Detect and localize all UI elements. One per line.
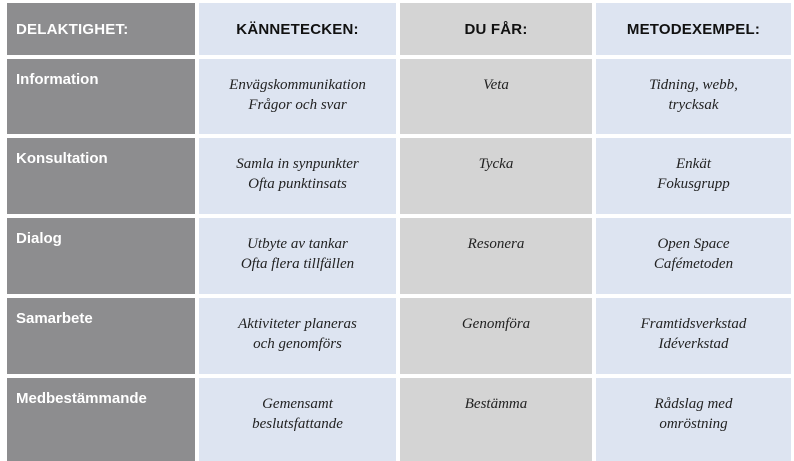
participation-table	[7, 3, 791, 453]
cell-line: Frågor och svar	[248, 97, 347, 113]
cell-line: beslutsfattande	[252, 416, 343, 432]
cell-line: omröstning	[659, 416, 728, 432]
cell-line: Rådslag med	[654, 396, 733, 412]
cell-du-far-dialog	[400, 218, 592, 294]
cell-line: Envägskommunikation	[229, 77, 366, 93]
cell-du-far-konsultation	[400, 138, 592, 214]
cell-line: Framtidsverkstad	[640, 316, 747, 332]
cell-du-far-information	[400, 59, 592, 134]
cell-metodexempel-medbestammande	[596, 378, 791, 461]
cell-line: trycksak	[668, 97, 719, 113]
cell-line: Resonera	[467, 236, 525, 252]
row-label-samarbete: Samarbete	[7, 298, 195, 374]
cell-line: Tidning, webb,	[649, 77, 738, 93]
cell-line: Fokusgrupp	[657, 176, 730, 192]
row-label-medbestammande: Medbestämmande	[7, 378, 195, 461]
cell-metodexempel-konsultation	[596, 138, 791, 214]
row-label-information: Information	[7, 59, 195, 134]
cell-kannetecken-konsultation	[199, 138, 396, 214]
cell-line: Genomföra	[461, 316, 531, 332]
cell-line: Cafémetoden	[653, 256, 734, 272]
header-metodexempel: METODEXEMPEL:	[596, 3, 791, 55]
cell-line: Open Space	[657, 236, 730, 252]
cell-line: Enkät	[676, 156, 711, 172]
row-label-konsultation: Konsultation	[7, 138, 195, 214]
cell-kannetecken-medbestammande	[199, 378, 396, 461]
header-du-far: DU FÅR:	[400, 3, 592, 55]
row-label-dialog: Dialog	[7, 218, 195, 294]
header-kannetecken: KÄNNETECKEN:	[199, 3, 396, 55]
cell-line: Veta	[483, 77, 509, 93]
cell-metodexempel-dialog	[596, 218, 791, 294]
cell-kannetecken-dialog	[199, 218, 396, 294]
cell-line: Idéverkstad	[658, 336, 729, 352]
cell-line: Ofta punktinsats	[248, 176, 347, 192]
cell-line: Gemensamt	[262, 396, 333, 412]
cell-line: Tycka	[478, 156, 514, 172]
cell-metodexempel-samarbete	[596, 298, 791, 374]
cell-line: Aktiviteter planeras	[238, 316, 357, 332]
cell-line: och genomförs	[253, 336, 342, 352]
cell-kannetecken-information	[199, 59, 396, 134]
cell-kannetecken-samarbete	[199, 298, 396, 374]
header-delaktighet: DELAKTIGHET:	[7, 3, 195, 55]
cell-line: Utbyte av tankar	[247, 236, 348, 252]
cell-line: Ofta flera tillfällen	[240, 256, 355, 272]
cell-du-far-samarbete	[400, 298, 592, 374]
cell-line: Bestämma	[464, 396, 528, 412]
cell-du-far-medbestammande	[400, 378, 592, 461]
cell-metodexempel-information	[596, 59, 791, 134]
cell-line: Samla in synpunkter	[236, 156, 359, 172]
